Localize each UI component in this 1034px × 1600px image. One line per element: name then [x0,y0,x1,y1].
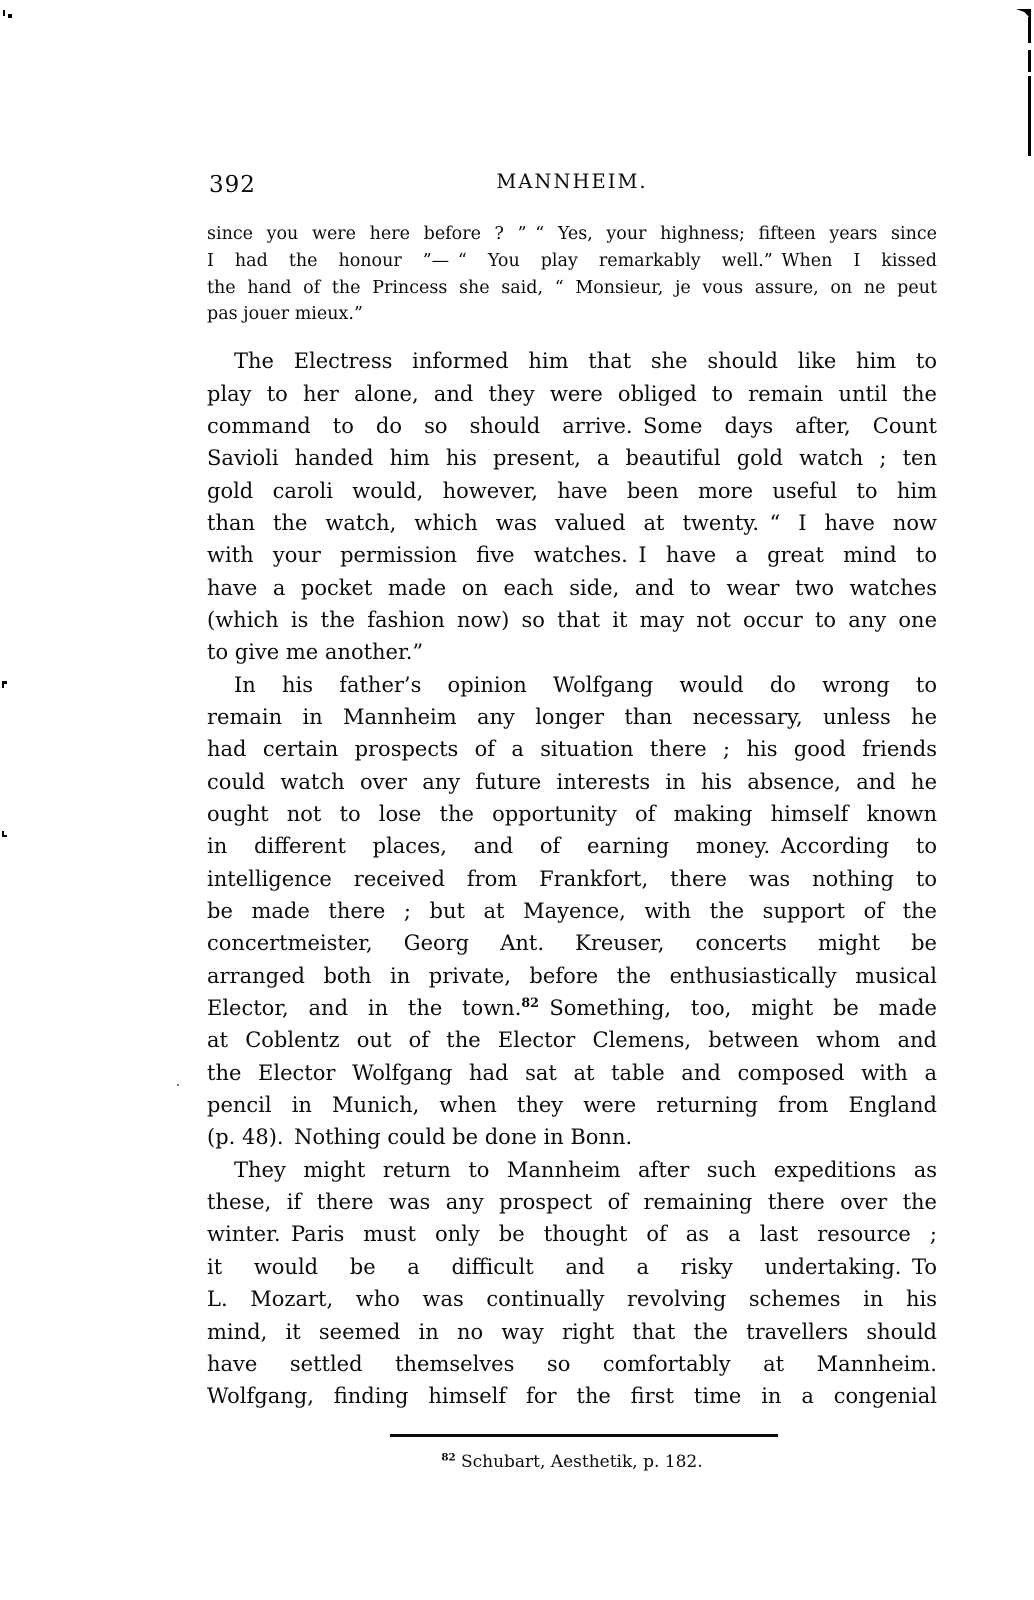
text-line: command to do so should arrive. Some days after, Count [207,413,937,438]
text-line: I had the honour ”— “ You play remarkably well.” When I kissed [207,250,937,271]
scan-artifact-speck [177,1084,179,1086]
paragraph [207,345,937,668]
page-number: 392 [209,172,256,198]
text-line: at Coblentz out of the Elector Clemens, between whom and [207,1028,937,1053]
scan-artifact-edge-line [1028,17,1031,43]
running-head-title: MANNHEIM. [496,170,648,193]
paragraph [207,1450,937,1474]
text-line: They might return to Mannheim after such expeditions as [234,1157,937,1182]
text-line: pencil in Munich, when they were returning from England [207,1093,937,1118]
paragraph [207,1154,937,1413]
text-line: pas jouer mieux.” [207,304,363,325]
running-header [207,170,937,200]
paragraph [207,221,937,328]
text-line: in different places, and of earning money. According to [207,834,937,859]
text-line: (which is the fashion now) so that it may not occur to any one [207,607,937,632]
scan-artifact-edge-line [1028,76,1031,156]
text-line: ought not to lose the opportunity of making himself known [207,802,937,826]
footnote [207,1450,937,1474]
text-line: Elector, and in the town.$^{82}$ Something, too, might be made [207,995,937,1021]
footnote-separator-rule [390,1434,778,1437]
text-line: had certain prospects of a situation there ; his good friends [207,737,937,762]
text-line: winter. Paris must only be thought of as a last resource ; [207,1222,937,1247]
text-line: with your permission five watches. I have a great mind to [207,543,937,568]
text-line: be made there ; but at Mayence, with the support of the [207,899,937,924]
text-line: concertmeister, Georg Ant. Kreuser, concerts might be [207,931,937,956]
text-line: have a pocket made on each side, and to wear two watches [207,575,937,600]
text-line: it would be a difficult and a risky undertaking. To [207,1254,937,1279]
text-line: $^{82}$ Schubart, Aesthetik, p. 182. [441,1451,703,1472]
text-line: than the watch, which was valued at twenty. “ I have now [207,510,937,535]
text-line: the Elector Wolfgang had sat at table and composed with a [207,1060,937,1085]
main-text-column [207,221,937,1413]
text-line: The Electress informed him that she should like him to [234,349,937,374]
scan-artifact-speck [3,10,5,16]
text-line: Savioli handed him his present, a beautiful gold watch ; ten [207,446,937,471]
text-line: the hand of the Princess she said, “ Monsieur, je vous assure, on ne peut [207,277,937,298]
text-line: have settled themselves so comfortably at Mannheim. [207,1351,937,1376]
text-line: mind, it seemed in no way right that the travellers should [207,1319,937,1344]
text-line: these, if there was any prospect of remaining there over the [207,1190,937,1215]
text-line: gold caroli would, however, have been more useful to him [207,478,937,503]
scan-artifact-speck [2,681,4,688]
text-line: arranged both in private, before the enthusiastically musical [207,963,937,988]
text-line: remain in Mannheim any longer than necessary, unless he [207,704,937,729]
text-line: L. Mozart, who was continually revolving schemes in his [207,1287,937,1312]
paragraph [207,669,937,1154]
text-line: to give me another.” [207,640,424,665]
text-line: In his father’s opinion Wolfgang would do wrong to [234,672,937,697]
scan-artifact-edge-line [1028,50,1031,72]
scan-artifact-speck [8,14,12,18]
text-line: Wolfgang, finding himself for the first time in a congenial [207,1384,937,1409]
text-line: (p. 48). Nothing could be done in Bonn. [207,1125,633,1150]
text-line: intelligence received from Frankfort, there was nothing to [207,866,937,891]
scan-artifact-speck [2,835,7,837]
text-line: could watch over any future interests in his absence, and he [207,769,937,794]
text-line: since you were here before ? ” “ Yes, your highness; fifteen years since [207,224,937,244]
text-line: play to her alone, and they were obliged to remain until the [207,381,937,406]
